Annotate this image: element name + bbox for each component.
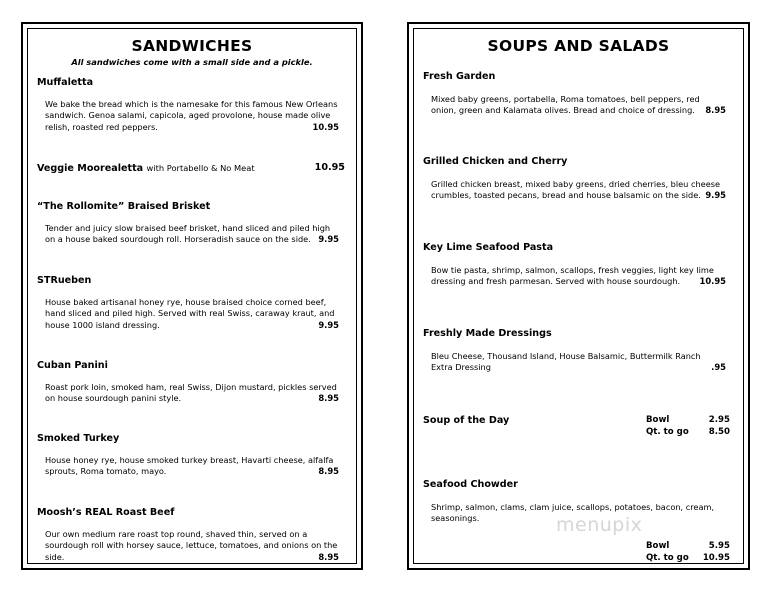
item-price: 8.95 bbox=[318, 551, 339, 562]
item-description-text: Shrimp, salmon, clams, clam juice, scallops, potatoes, bacon, cream, seasonings. bbox=[431, 502, 715, 524]
item-name: Moosh’s REAL Roast Beef bbox=[37, 507, 175, 518]
item-description bbox=[431, 94, 726, 117]
menu-item-muffaletta bbox=[37, 76, 347, 133]
item-name-text: Veggie Moorealetta bbox=[37, 163, 144, 174]
item-price: 8.95 bbox=[318, 466, 339, 477]
menupix-watermark: menupix bbox=[556, 514, 643, 536]
item-name: Fresh Garden bbox=[423, 71, 496, 82]
item-price: 9.95 bbox=[318, 234, 339, 245]
sandwiches-panel bbox=[21, 22, 363, 570]
option-row-quart bbox=[646, 426, 730, 438]
item-name: Freshly Made Dressings bbox=[423, 328, 552, 339]
extra-dressing-label: Extra Dressing bbox=[431, 362, 491, 373]
soups-salads-title: SOUPS AND SALADS bbox=[487, 37, 670, 55]
menu-item-freshly-made-dressings bbox=[423, 327, 734, 374]
item-description-text: Roast pork loin, smoked ham, real Swiss, Dijon mustard, pickles served on house sourdough panini style. bbox=[45, 382, 337, 404]
item-name: Soup of the Day bbox=[423, 415, 510, 426]
menu-item-grilled-chicken-cherry bbox=[423, 155, 734, 202]
item-name bbox=[37, 162, 347, 175]
item-price: 10.95 bbox=[314, 162, 345, 173]
item-description bbox=[45, 223, 339, 246]
item-description-text: Our own medium rare roast top round, shaved thin, served on a sourdough roll with horsey sauce, lettuce, tomatoes, and onions on the side. bbox=[45, 529, 338, 562]
item-name: Smoked Turkey bbox=[37, 433, 120, 444]
item-price: 9.95 bbox=[318, 319, 339, 330]
item-description bbox=[431, 351, 726, 374]
option-label: Qt. to go bbox=[646, 427, 689, 437]
item-price: .95 bbox=[711, 362, 726, 373]
item-name: STRueben bbox=[37, 275, 92, 286]
option-label: Qt. to go bbox=[646, 553, 689, 563]
option-row-bowl bbox=[646, 540, 730, 552]
item-description-text: Bow tie pasta, shrimp, salmon, scallops, fresh veggies, light key lime dressing and fresh parmesan. Served with house sourdough. bbox=[431, 265, 714, 287]
menu-item-rollomite-brisket bbox=[37, 200, 347, 246]
item-description-text: House honey rye, house smoked turkey breast, Havarti cheese, alfalfa sprouts, Roma tomato, mayo. bbox=[45, 455, 334, 477]
option-price: 8.50 bbox=[708, 427, 730, 437]
item-price: 8.95 bbox=[705, 105, 726, 116]
item-note: with Portabello & No Meat bbox=[146, 163, 255, 173]
option-price: 5.95 bbox=[708, 541, 730, 551]
item-price: 9.95 bbox=[705, 190, 726, 201]
option-price: 10.95 bbox=[702, 553, 730, 563]
item-description-text: Tender and juicy slow braised beef brisket, hand sliced and piled high on a house baked sourdough roll. Horseradish sauce on the side. bbox=[45, 223, 331, 245]
option-label: Bowl bbox=[646, 541, 670, 551]
item-name: Muffaletta bbox=[37, 77, 94, 88]
item-description bbox=[431, 179, 726, 202]
option-label: Bowl bbox=[646, 415, 670, 425]
item-name: Seafood Chowder bbox=[423, 479, 518, 490]
price-options bbox=[646, 414, 730, 438]
item-price: 10.95 bbox=[312, 121, 339, 132]
item-description-text: House baked artisanal honey rye, house braised choice corned beef, hand sliced and piled high. Served with real Swiss, caraway kraut, and house 1000 island dressing. bbox=[45, 297, 335, 330]
item-description-text: We bake the bread which is the namesake for this famous New Orleans sandwich. Genoa salami, capicola, aged provolone, house made olive relish, roasted red peppers. bbox=[45, 99, 338, 132]
item-description bbox=[45, 99, 339, 133]
menu-item-fresh-garden bbox=[423, 70, 734, 117]
item-price: 10.95 bbox=[699, 276, 726, 287]
menu-item-smoked-turkey bbox=[37, 432, 347, 478]
menu-item-roast-beef bbox=[37, 506, 347, 563]
menu-item-veggie-moorealetta bbox=[37, 162, 347, 175]
option-row-bowl bbox=[646, 414, 730, 426]
item-name: “The Rollomite” Braised Brisket bbox=[37, 201, 211, 212]
item-description bbox=[45, 297, 339, 331]
item-description bbox=[45, 529, 339, 563]
item-name: Grilled Chicken and Cherry bbox=[423, 156, 568, 167]
item-price: 8.95 bbox=[318, 393, 339, 404]
option-price: 2.95 bbox=[708, 415, 730, 425]
sandwiches-subtitle: All sandwiches come with a small side and a pickle. bbox=[71, 57, 313, 67]
menu-item-soup-of-the-day bbox=[423, 414, 734, 437]
item-description-text: Mixed baby greens, portabella, Roma tomatoes, bell peppers, red onion, green and Kalamata olives. Bread and choice of dressing. bbox=[431, 94, 700, 116]
item-description-text: Bleu Cheese, Thousand Island, House Balsamic, Buttermilk Ranch bbox=[431, 351, 701, 361]
item-name: Cuban Panini bbox=[37, 360, 108, 371]
price-options bbox=[646, 540, 730, 564]
item-description bbox=[431, 265, 726, 288]
item-name: Key Lime Seafood Pasta bbox=[423, 242, 554, 253]
item-description-text: Grilled chicken breast, mixed baby greens, dried cherries, bleu cheese crumbles, toasted pecans, bread and house balsamic on the side. bbox=[431, 179, 721, 201]
menu-item-key-lime-seafood-pasta bbox=[423, 241, 734, 288]
menu-item-cuban-panini bbox=[37, 359, 347, 405]
menu-item-strueben bbox=[37, 274, 347, 331]
soups-salads-panel bbox=[407, 22, 750, 570]
sandwiches-title: SANDWICHES bbox=[131, 37, 253, 55]
item-description bbox=[45, 382, 339, 405]
option-row-quart bbox=[646, 552, 730, 564]
item-description bbox=[45, 455, 339, 478]
